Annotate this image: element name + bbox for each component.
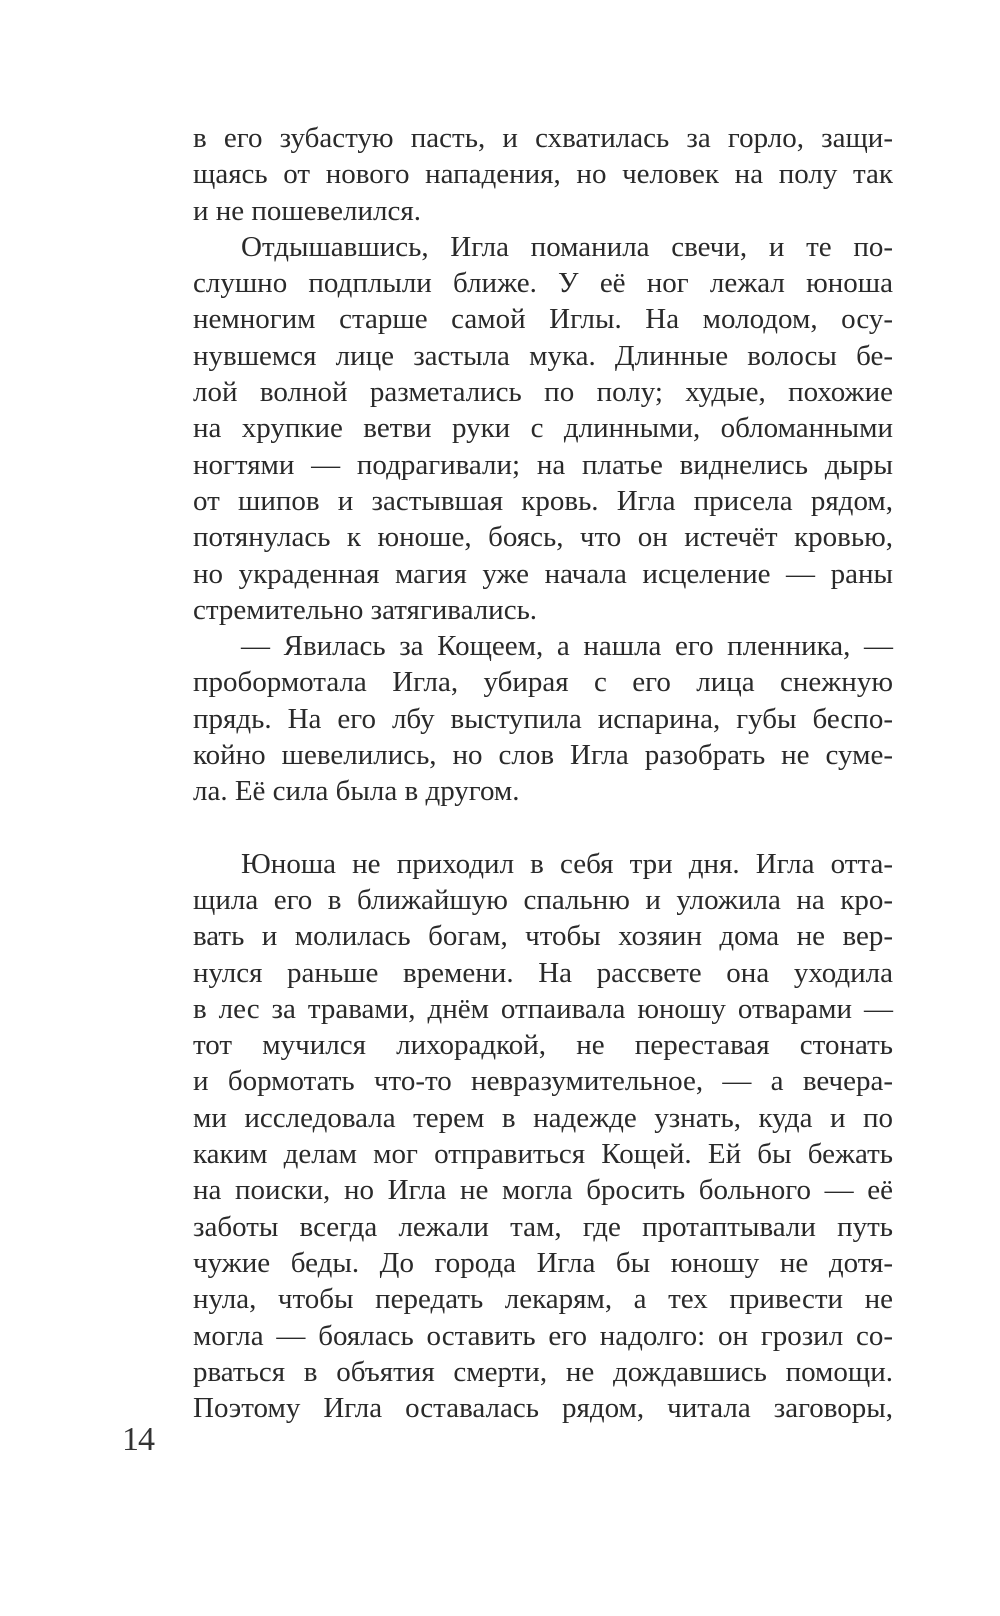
text-line: нула, чтобы передать лекарям, а тех привести не xyxy=(193,1283,893,1316)
text-line: каким делам мог отправиться Кощей. Ей бы бежать xyxy=(193,1138,893,1171)
text-line: на поиски, но Игла не могла бросить больного — её xyxy=(193,1174,893,1207)
text-line: в его зубастую пасть, и схватилась за горло, защи- xyxy=(193,122,893,154)
text-line: Поэтому Игла оставалась рядом, читала заговоры, xyxy=(193,1392,893,1425)
text-line: койно шевелились, но слов Игла разобрать не суме- xyxy=(193,739,893,772)
text-line: прядь. На его лбу выступила испарина, губы беспо- xyxy=(193,702,893,735)
text-line: и не пошевелился. xyxy=(193,194,421,227)
text-line: и бормотать что-то невразумительное, — а вечера- xyxy=(193,1065,893,1098)
paragraph xyxy=(193,229,893,628)
text-line: пробормотала Игла, убирая с его лица снежную xyxy=(193,666,893,699)
text-line: ми исследовала терем в надежде узнать, куда и по xyxy=(193,1101,893,1134)
text-line: заботы всегда лежали там, где протаптывали путь xyxy=(193,1210,893,1243)
text-line: Юноша не приходил в себя три дня. Игла отта- xyxy=(241,847,893,880)
text-line: могла — боялась оставить его надолго: он грозил со- xyxy=(193,1319,893,1352)
text-line: рваться в объятия смерти, не дождавшись помощи. xyxy=(193,1355,893,1388)
text-line: но украденная магия уже начала исцеление — раны xyxy=(193,557,893,590)
text-line: щаясь от нового нападения, но человек на полу так xyxy=(193,158,893,191)
text-line: нулся раньше времени. На рассвете она уходила xyxy=(193,956,893,989)
section-break xyxy=(193,810,893,846)
paragraph xyxy=(193,120,893,229)
text-line: — Явилась за Кощеем, а нашла его пленника, — xyxy=(241,630,893,663)
text-line: от шипов и застывшая кровь. Игла присела рядом, xyxy=(193,484,893,517)
text-line: Отдышавшись, Игла поманила свечи, и те по- xyxy=(241,230,893,263)
paragraph xyxy=(193,628,893,809)
text-line: ногтями — подрагивали; на платье виднелись дыры xyxy=(193,448,893,481)
paragraph xyxy=(193,846,893,1427)
text-line: щила его в ближайшую спальню и уложила на кро- xyxy=(193,883,893,916)
text-line: ла. Её сила была в другом. xyxy=(193,775,520,808)
text-line: немногим старше самой Иглы. На молодом, осу- xyxy=(193,303,893,336)
text-line: стремительно затягивались. xyxy=(193,593,538,626)
body-text xyxy=(193,120,893,1426)
text-line: чужие беды. До города Игла бы юношу не дотя- xyxy=(193,1246,893,1279)
text-line: слушно подплыли ближе. У её ног лежал юноша xyxy=(193,267,893,300)
text-line: лой волной разметались по полу; худые, похожие xyxy=(193,376,893,409)
text-line: на хрупкие ветви руки с длинными, обломанными xyxy=(193,412,893,445)
text-line: тот мучился лихорадкой, не переставая стонать xyxy=(193,1029,893,1062)
text-line: потянулась к юноше, боясь, что он истечёт кровью, xyxy=(193,521,893,554)
text-line: вать и молилась богам, чтобы хозяин дома не вер- xyxy=(193,920,893,953)
page-number: 14 xyxy=(122,1421,154,1458)
text-line: нувшемся лице застыла мука. Длинные волосы бе- xyxy=(193,339,893,372)
text-line: в лес за травами, днём отпаивала юношу отварами — xyxy=(193,992,893,1025)
